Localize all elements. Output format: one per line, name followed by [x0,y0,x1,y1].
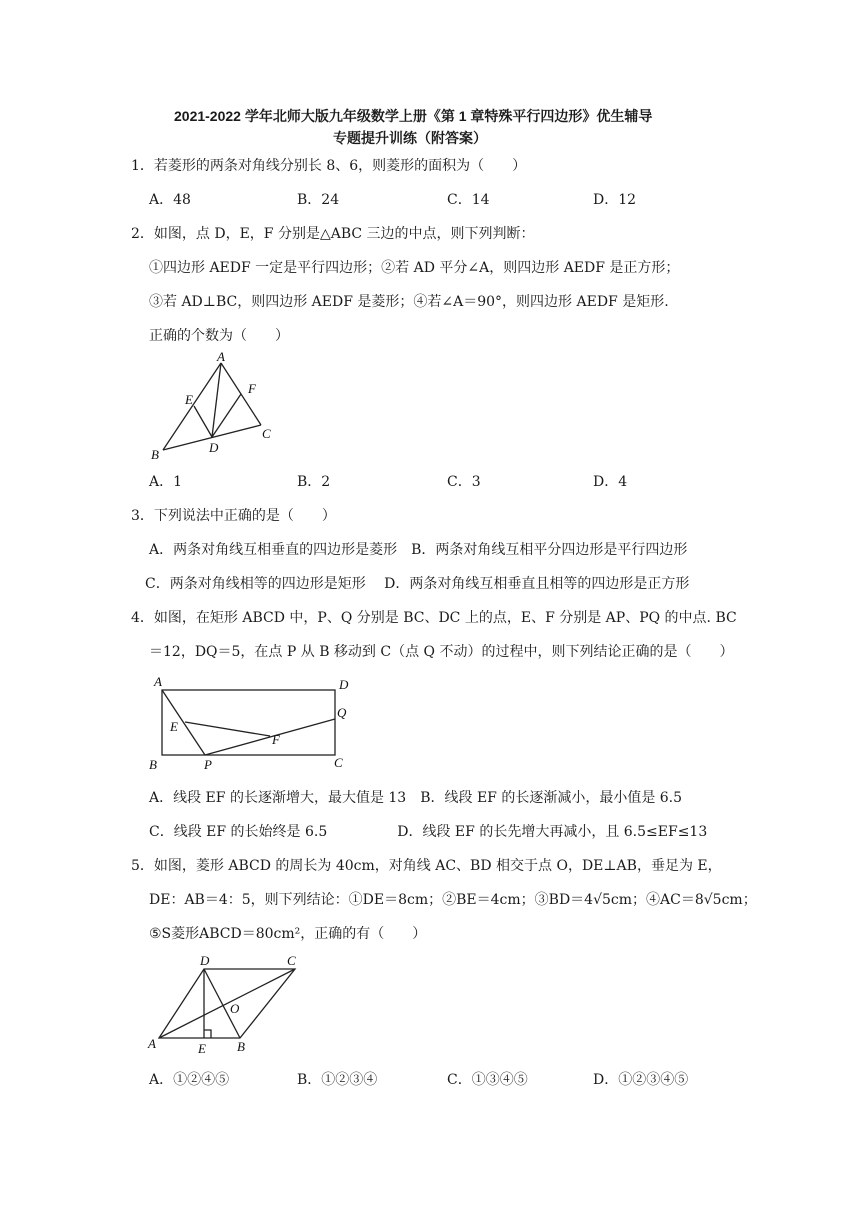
q1-option-a[interactable]: A．48 [149,192,191,208]
q2-option-b[interactable]: B．2 [297,474,331,490]
q5-label-o: O [230,1001,240,1016]
q4-segment-ef [185,722,270,736]
q5-label-b: B [237,1039,245,1054]
q5-option-b[interactable]: B．①②③④ [297,1072,378,1088]
q2-statement-2: ③若 AD⊥BC，则四边形 AEDF 是菱形；④若∠A＝90°，则四边形 AEDF 是矩形. [149,294,669,310]
q4-segment-ap [162,690,205,755]
q2-option-c[interactable]: C．3 [447,474,481,490]
q5-stem-line-1: 5．如图，菱形 ABCD 的周长为 40cm，对角线 AC、BD 相交于点 O，DE⊥AB，垂足为 E， [131,858,722,874]
q4-label-d: D [339,677,349,692]
q4-segment-pq [205,719,335,755]
q4-stem-line-1: 4．如图，在矩形 ABCD 中，P、Q 分别是 BC、DC 上的点，E、F 分别是 AP、PQ 的中点. BC [131,610,737,626]
q2-option-d[interactable]: D．4 [593,474,628,490]
q5-diagonal-ac [159,969,295,1038]
q5-option-c[interactable]: C．①③④⑤ [447,1072,528,1088]
q4-options-row-1[interactable]: A．线段 EF 的长逐渐增大，最大值是 13 B．线段 EF 的长逐渐减小，最小值是 6.5 [149,790,683,806]
q4-figure-rectangle [145,672,365,777]
q3-options-row-2[interactable]: C．两条对角线相等的四边形是矩形 D．两条对角线互相垂直且相等的四边形是正方形 [145,576,690,592]
q2-statement-1: ①四边形 AEDF 一定是平行四边形；②若 AD 平分∠A，则四边形 AEDF 是正方形； [149,260,680,276]
q5-option-a[interactable]: A．①②④⑤ [149,1072,230,1088]
q3-stem: 3．下列说法中正确的是（ ） [131,508,336,524]
q1-option-b[interactable]: B．24 [297,192,340,208]
page-title: 2021-2022 学年北师大版九年级数学上册《第 1 章特殊平行四边形》优生辅导 [174,108,653,124]
page-subtitle: 专题提升训练（附答案） [333,130,487,146]
q1-option-d[interactable]: D．12 [593,192,637,208]
q5-right-angle-mark [204,1030,211,1038]
q2-segment-ed [194,406,212,437]
q1-stem: 1．若菱形的两条对角线分别长 8、6，则菱形的面积为（ ） [131,158,527,174]
q4-label-e: E [170,719,178,734]
q4-label-a: A [154,674,162,689]
q1-option-c[interactable]: C．14 [447,192,490,208]
q2-label-e: E [185,392,193,407]
q5-figure-rhombus [142,950,312,1060]
q4-stem-line-2: ＝12，DQ＝5，在点 P 从 B 移动到 C（点 Q 不动）的过程中，则下列结论正确的是（ ） [149,644,734,660]
q4-label-b: B [149,757,157,772]
q5-option-d[interactable]: D．①②③④⑤ [593,1072,689,1088]
q2-label-f: F [248,381,256,396]
q4-label-f: F [272,732,280,747]
q2-figure-triangle [145,348,285,463]
q2-prompt: 正确的个数为（ ） [149,328,289,344]
q5-stem-line-2: DE：AB＝4：5，则下列结论：①DE＝8cm；②BE＝4cm；③BD＝4√5cm；④AC＝8√5cm； [149,892,757,908]
q4-label-q: Q [337,705,347,720]
q5-label-a: A [148,1036,156,1051]
q2-label-b: B [151,447,159,462]
q2-label-c: C [262,426,271,441]
q2-label-d: D [209,440,219,455]
q3-options-row-1[interactable]: A．两条对角线互相垂直的四边形是菱形 B．两条对角线互相平分四边形是平行四边形 [149,542,688,558]
q5-label-c: C [287,953,296,968]
q2-label-a: A [217,349,225,364]
q4-label-p: P [204,757,212,772]
q2-stem: 2．如图，点 D，E，F 分别是△ABC 三边的中点，则下列判断： [131,226,535,242]
q2-option-a[interactable]: A．1 [149,474,183,490]
q5-stem-line-3: ⑤S菱形ABCD＝80cm²，正确的有（ ） [149,926,427,942]
q5-label-d: D [200,953,210,968]
q4-label-c: C [334,755,343,770]
q5-label-e: E [198,1041,206,1056]
q4-options-row-2[interactable]: C．线段 EF 的长始终是 6.5 D．线段 EF 的长先增大再减小，且 6.5≤EF≤13 [149,824,708,840]
